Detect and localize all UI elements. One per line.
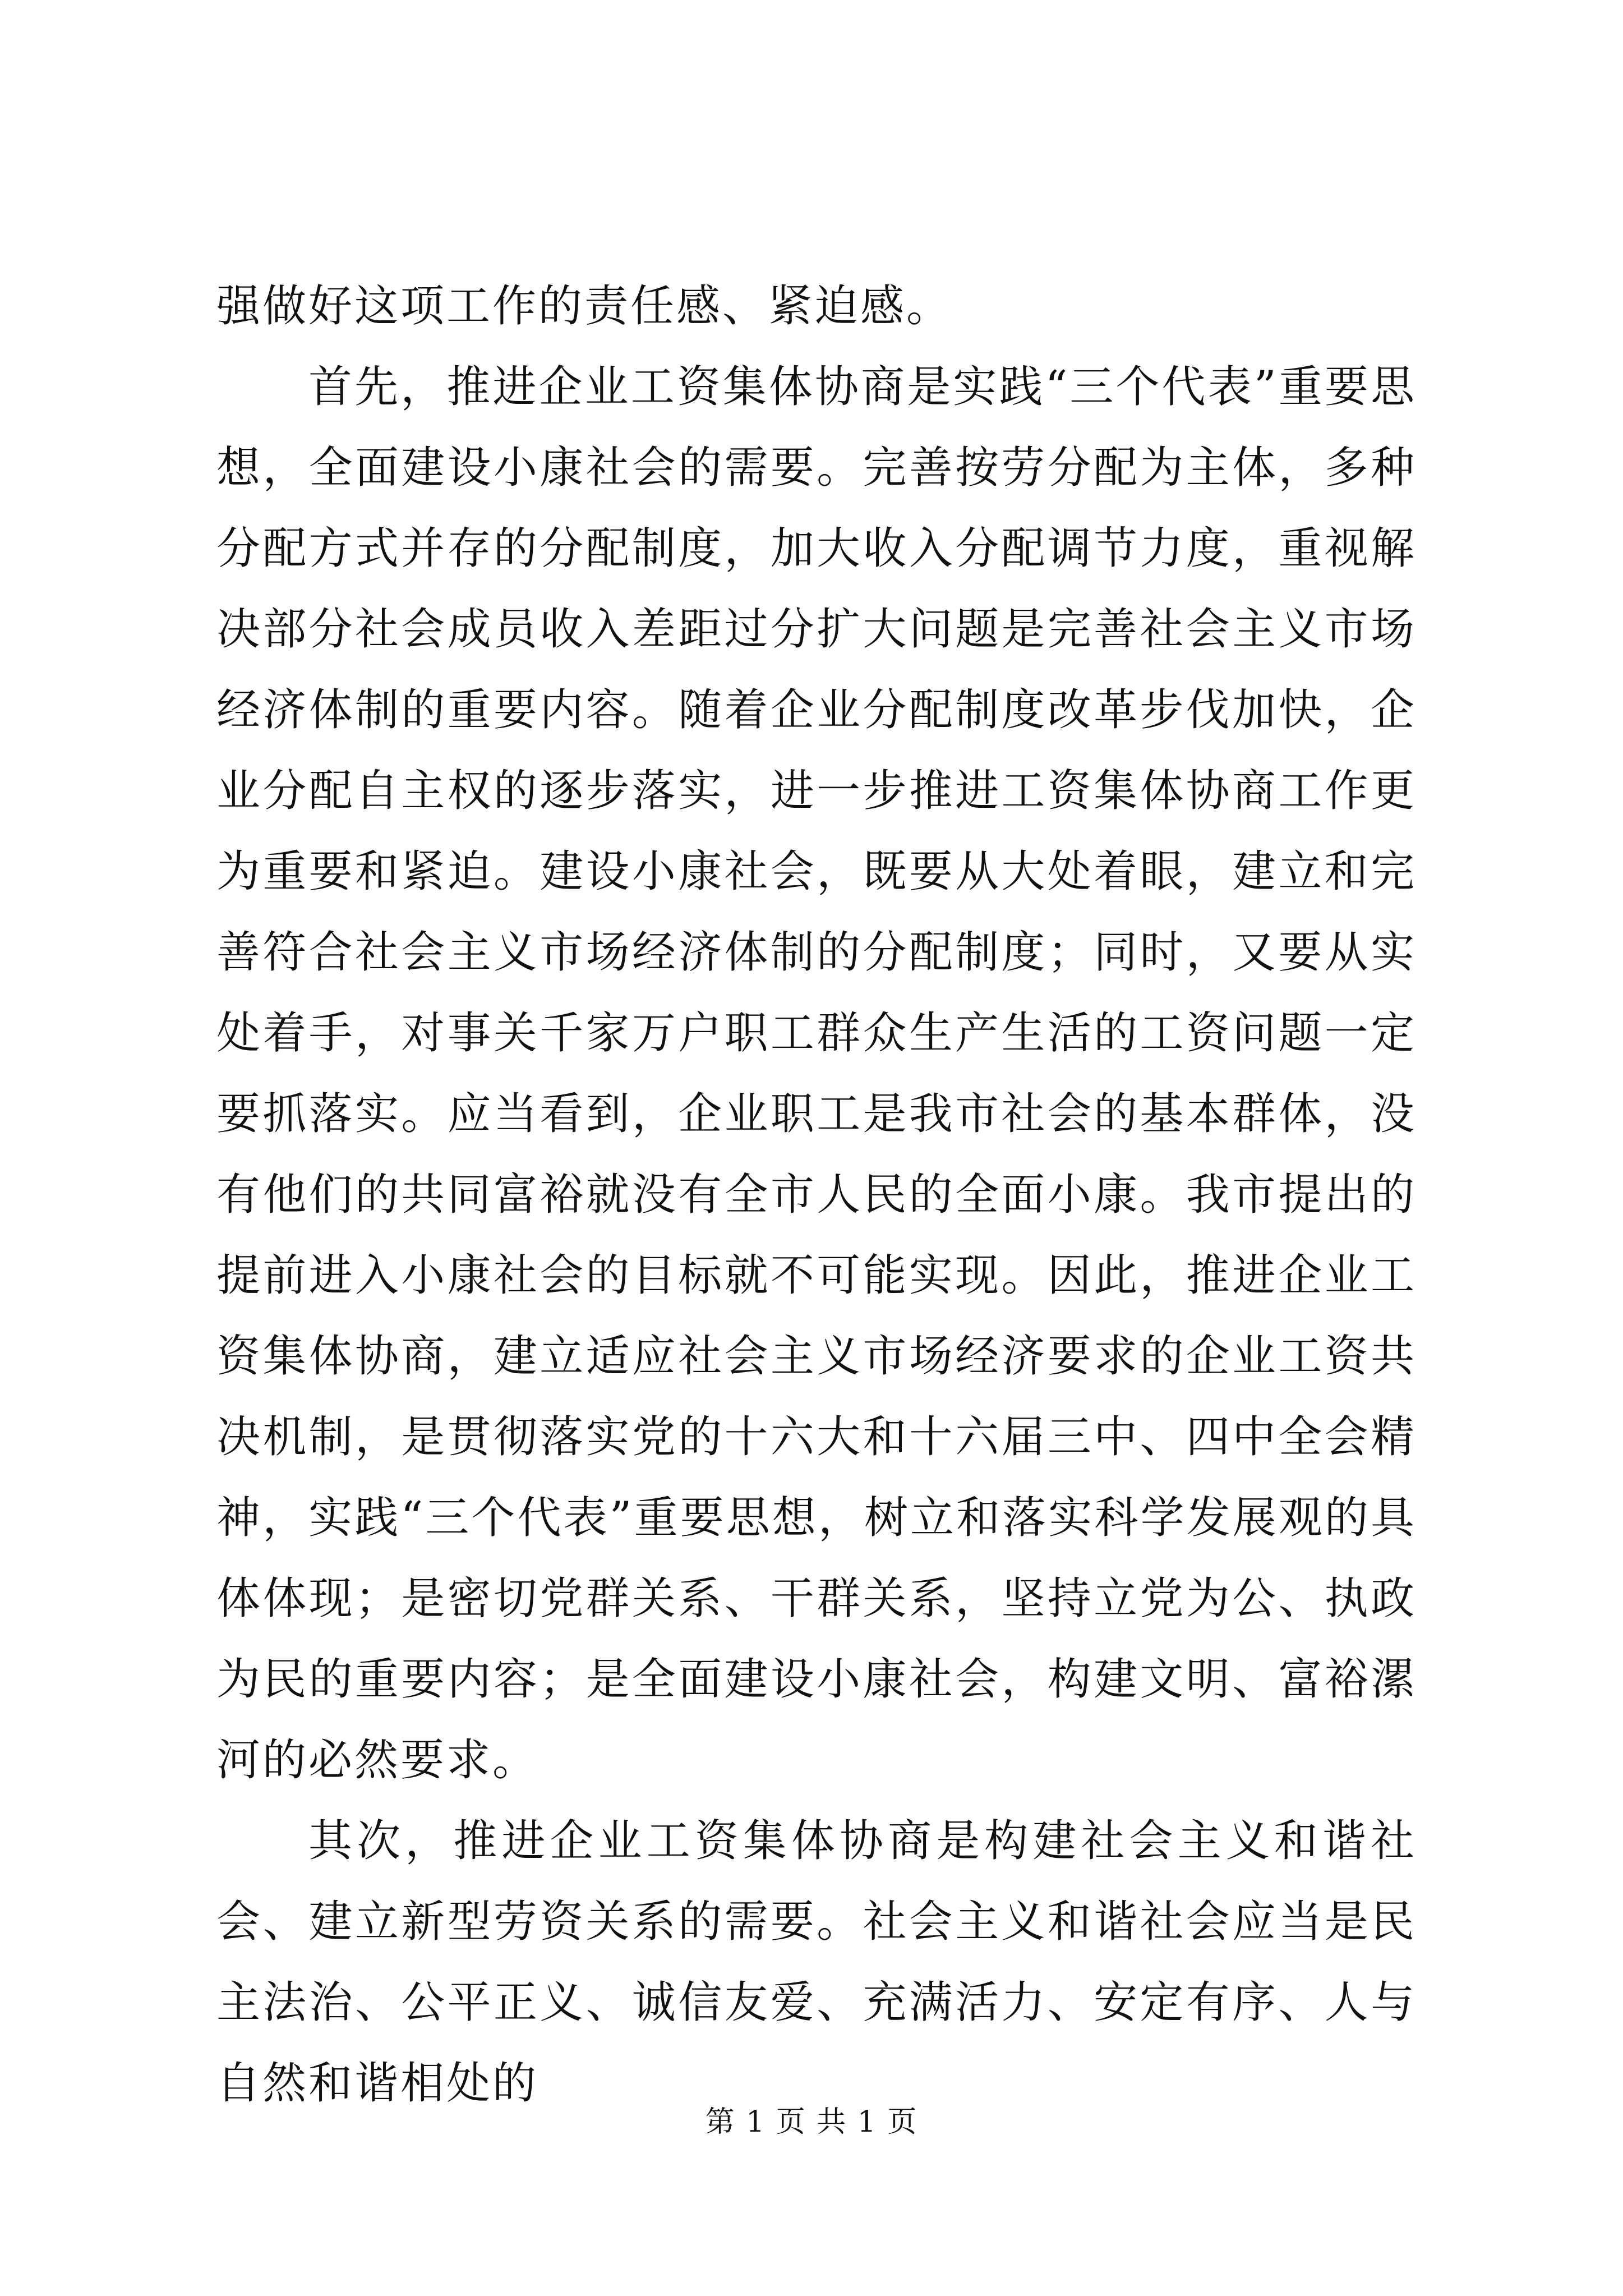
paragraph-second-point: 其次，推进企业工资集体协商是构建社会主义和谐社会、建立新型劳资关系的需要。社会主义和谐社会应当是民主法治、公平正义、诚信友爱、充满活力、安定有序、人与自然和谐相处的	[216, 1816, 1417, 2109]
paragraph-first-point: 首先，推进企业工资集体协商是实践“三个代表”重要思想，全面建设小康社会的需要。完善按劳分配为主体，多种分配方式并存的分配制度，加大收入分配调节力度，重视解决部分社会成员收入差距过分扩大问题是完善社会主义市场经济体制的重要内容。随着企业分配制度改革步伐加快，企业分配自主权的逐步落实，进一步推进工资集体协商工作更为重要和紧迫。建设小康社会，既要从大处着眼，建立和完善符合社会主义市场经济体制的分配制度；同时，又要从实处着手，对事关千家万户职工群众生产生活的工资问题一定要抓落实。应当看到，企业职工是我市社会的基本群体，没有他们的共同富裕就没有全市人民的全面小康。我市提出的提前进入小康社会的目标就不可能实现。因此，推进企业工资集体协商，建立适应社会主义市场经济要求的企业工资共决机制，是贯彻落实党的十六大和十六届三中、四中全会精神，实践“三个代表”重要思想，树立和落实科学发展观的具体体现；是密切党群关系、干群关系，坚持立党为公、执政为民的重要内容；是全面建设小康社会，构建文明、富裕漯河的必然要求。	[216, 362, 1417, 1786]
paragraph-continuation: 强做好这项工作的责任感、紧迫感。	[216, 281, 953, 332]
document-body	[216, 266, 1417, 2124]
page-number-footer: 第 1 页 共 1 页	[705, 2105, 918, 2139]
